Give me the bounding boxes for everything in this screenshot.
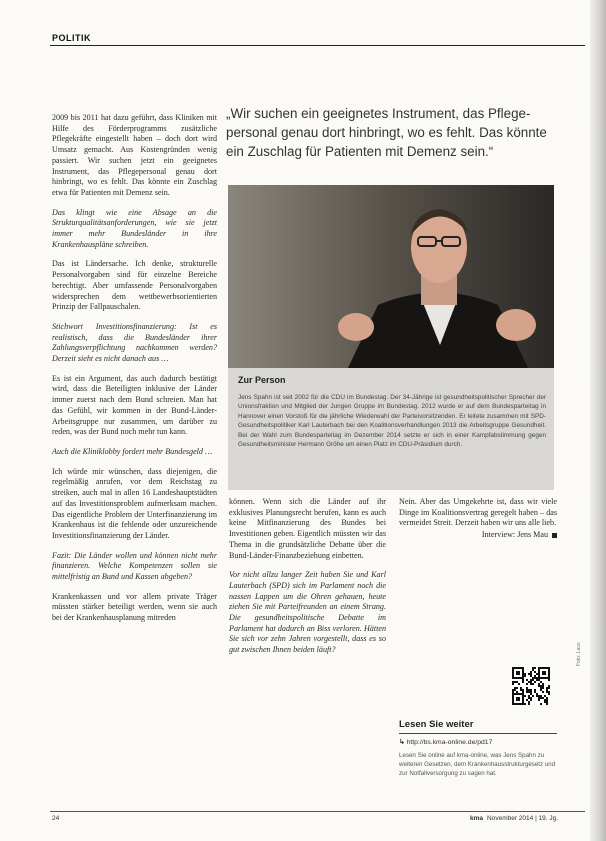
- info-box-text: Jens Spahn ist seit 2002 für die CDU im Bundestag. Der 34-Jährige ist gesundheitspolitischer Sprecher der Unionsfraktion und Mitglied der Jungen Gruppe im Bundestag. 2012 wurde er auf dem Bundesparteitag in Hannover einen Vorstoß für die jährliche Wiederwahl der Parteivorsitzenden. Er leitete zusammen mit SPD-Gesundheitspolitiker Karl Lauterbach bei den Koalitionsverhandlungen 2013 die Arbeitsgruppe Gesundheit. Bei der Wahl zum Bundesparteitag im Dezember 2014 setzte er sich in einer Kampfabstimmung gegen Gesundheitsminister Hermann Gröhe um einen Platz im CDU-Präsidium durch.: [238, 394, 546, 449]
- qr-code[interactable]: [512, 667, 550, 705]
- section-label: POLITIK: [52, 33, 91, 43]
- read-more-link[interactable]: [399, 738, 559, 746]
- interview-answer: können. Wenn sich die Länder auf ihr exklusives Planungsrecht berufen, kann es auch keine Mitfinanzierung des Bundes bei Investitionen geben. Eigentlich müssten wir das Thema in die grundsätzliche Debatte über die Bund-Länder-Finanzbeziehung einbetten.: [229, 497, 386, 560]
- bottom-rule: [50, 811, 585, 812]
- qr-code-graphic: [512, 667, 550, 705]
- text-column-3: [399, 497, 557, 541]
- read-more-description: Lesen Sie online auf kma-online, was Jens Spahn zu weiteren Gesetzen, dem Krankenhausstrukturgesetz und zur Notfallversorgung zu sagen hat.: [399, 752, 556, 777]
- answer-text: Nein. Aber das Umgekehrte ist, dass wir viele Dinge im Koalitionsvertrag geregelt haben – das vermeidet Streit. Derzeit haben wir uns alle lieb.: [399, 497, 557, 528]
- interview-question: Das klingt wie eine Absage an die Strukturqualitätsanforderungen, wie sie jetzt immer mehr Bundesländer in ihre Krankenhauspläne schreiben.: [52, 207, 217, 249]
- page-number: 24: [52, 815, 60, 822]
- read-more-title: Lesen Sie weiter: [399, 719, 474, 730]
- interview-answer: 2009 bis 2011 hat dazu geführt, dass Kliniken mit Hilfe des Förderprogramms zusätzliche Pflegekräfte eingestellt haben – doch dort wird Umsatz gemacht. Aus Kostengründen wenig passiert. Wir suchen jetzt ein geeignetes Instrument, das Pflegepersonal genau dort hinbringt, wo es fehlt. Das könnte ein Zuschlag etwa für Patienten mit Demenz sein.: [52, 113, 217, 197]
- interviewer-credit: Interview: Jens Mau: [481, 530, 548, 540]
- interview-answer: Ich würde mir wünschen, dass diejenigen, die regelmäßig anrufen, vor dem Reichstag zu streiken, auch mal in allen 16 Landeshauptstädten auf das Investitionsproblem aufmerksam machen. Das eigentliche Problem der Unterfinanzierung im Krankenhaus ist die fehlende oder unzureichende Investitionsfinanzierung der Länder.: [52, 466, 217, 540]
- interview-answer: Krankenkassen und vor allem private Träger müssten stärker beteiligt werden, wenn sie auch bei der Krankenhausplanung mitreden: [52, 591, 217, 623]
- info-box-title: Zur Person: [238, 375, 286, 385]
- top-rule: [50, 45, 585, 46]
- publication-footer: [470, 815, 558, 822]
- photo-illustration: [228, 185, 554, 368]
- info-box: [228, 368, 554, 490]
- publication-name: kma: [470, 815, 484, 822]
- read-more-url[interactable]: http://bs.kma-online.de/pd17: [406, 739, 493, 746]
- text-column-2: [229, 497, 386, 665]
- interview-answer: Das ist Ländersache. Ich denke, strukturelle Personalvorgaben sind für einzelne Bereiche berechtigt. Aber umfassende Personalvorgaben widersprechen dem wettbewerbsorientierten Prinzip der Fallpauschalen.: [52, 259, 217, 312]
- interview-question: Vor nicht allzu langer Zeit haben Sie und Karl Lauterbach (SPD) sich im Parlament noch die nassen Lappen um die Ohren gehauen, heute ziehen Sie mit Parteifreunden an einem Strang. Die gesundheitspolitische Debatte im Parlament hat dadurch an Biss verloren. Hätten Sie sich vor zehn Jahren vorgestellt, dass es so gut zwischen Ihnen beiden läuft?: [229, 570, 386, 655]
- interview-question: Fazit: Die Länder wollen und können nicht mehr finanzieren. Welche Kompetenzen sollen sie mittelfristig an Bund und Kassen abgeben?: [52, 550, 217, 582]
- photo-credit: Foto: Laux: [576, 642, 582, 666]
- read-more-rule: [399, 733, 557, 734]
- interview-question: Auch die Kliniklobby fordert mehr Bundesgeld …: [52, 446, 213, 456]
- end-mark: [552, 533, 557, 538]
- page-edge: [590, 0, 606, 841]
- issue-info: November 2014 | 19. Jg.: [487, 815, 559, 822]
- pull-quote: „Wir suchen ein geeignetes Instrument, das Pflegepersonal genau dort hinbringt, wo es fehlt. Das könnte ein Zuschlag für Patienten mit Demenz sein.“: [226, 106, 547, 159]
- interview-answer: Es ist ein Argument, das auch dadurch bestätigt wird, dass die Beteiligten inklusive der Länder immer zuerst nach dem Bund schreien. Man hat das Gefühl, wir kommen in der Bund-Länder-Arbeitsgruppe nur zusammen, um darüber zu reden, was der Bund noch mehr tun kann.: [52, 373, 217, 437]
- text-column-1: [52, 113, 217, 633]
- arrow-icon: ↳: [399, 739, 405, 746]
- portrait-photo: [228, 185, 554, 368]
- interview-question: Stichwort Investitionsfinanzierung: Ist es realistisch, dass die Bundesländer ihrer Zahlungsverpflichtung nachkommen werden? Derzeit sieht es nicht danach aus …: [52, 321, 217, 364]
